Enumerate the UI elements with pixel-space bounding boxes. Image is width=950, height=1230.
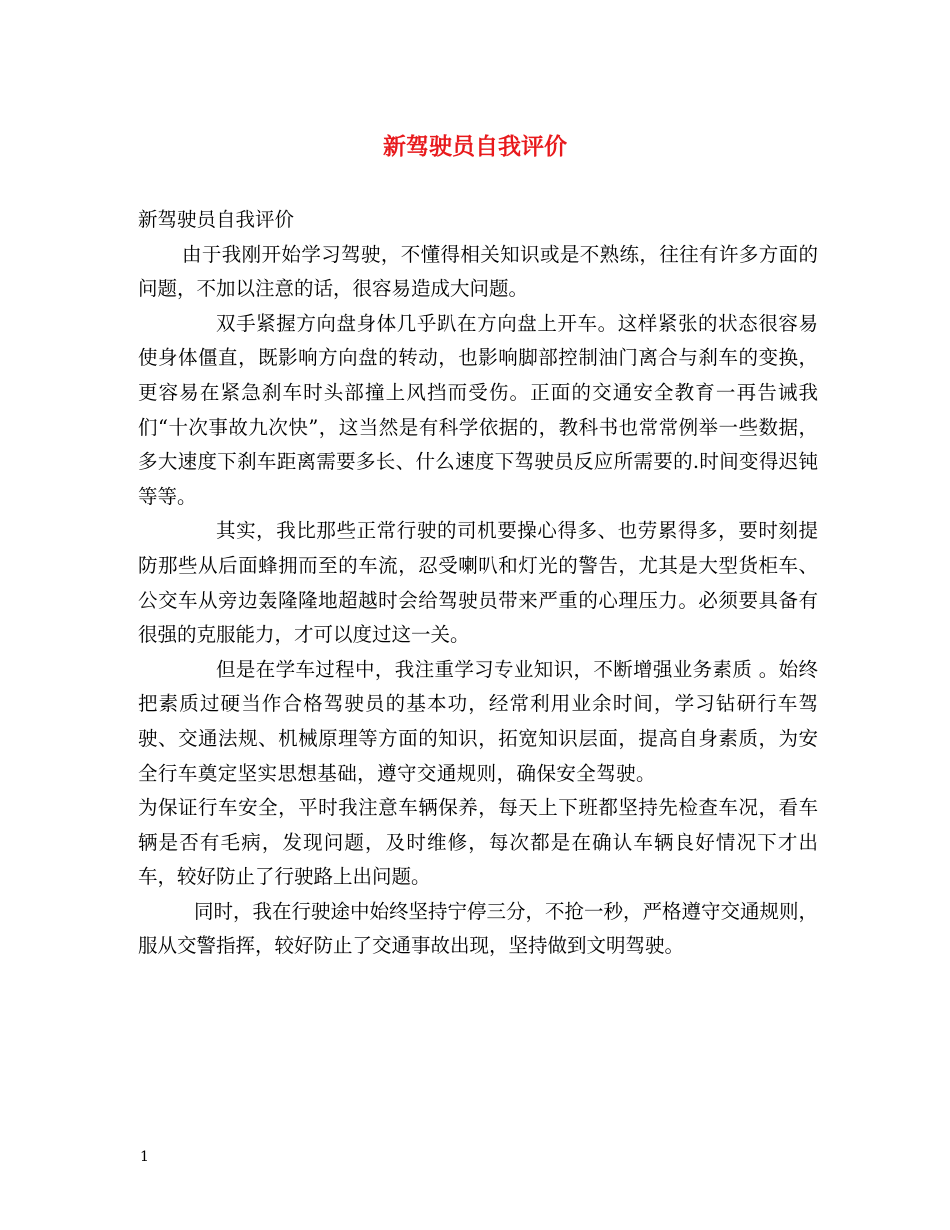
document-title: 新驾驶员自我评价 xyxy=(383,133,567,160)
page-number: 1 xyxy=(140,1149,149,1165)
paragraph-pressure: 其实，我比那些正常行驶的司机要操心得多、也劳累得多，要时刻提防那些从后面蜂拥而至的车流，忍受喇叭和灯光的警告，尤其是大型货柜车、公交车从旁边轰隆隆地超越时会给驾驶员带来严重的心理压力。必须要具备有很强的克服能力，才可以度过这一关。 xyxy=(138,519,818,647)
paragraph-intro: 由于我刚开始学习驾驶，不懂得相关知识或是不熟练，往往有许多方面的问题，不加以注意的话，很容易造成大问题。 xyxy=(138,242,818,301)
paragraph-learning xyxy=(138,653,818,895)
paragraph-civilized-driving: 同时，我在行驶途中始终坚持宁停三分，不抢一秒，严格遵守交通规则，服从交警指挥，较好防止了交通事故出现，坚持做到文明驾驶。 xyxy=(138,899,819,958)
paragraph-steering: 双手紧握方向盘身体几乎趴在方向盘上开车。这样紧张的状态很容易使身体僵直，既影响方向盘的转动，也影响脚部控制油门离合与刹车的变换，更容易在紧急刹车时头部撞上风挡而受伤。正面的交通安全教育一再告诫我们“十次事故九次快”，这当然是有科学依据的，教科书也常常例举一些数据，多大速度下刹车距离需要多长、什么速度下驾驶员反应所需要的.时间变得迟钝等等。 xyxy=(138,311,818,508)
paragraph-learning-text: 但是在学车过程中，我注重学习专业知识，不断增强业务素质 。始终把素质过硬当作合格驾驶员的基本功，经常利用业余时间，学习钻研行车驾驶、交通法规、机械原理等方面的知识，拓宽知识层面，提高自身素质，为安全行车奠定坚实思想基础，遵守交通规则，确保安全驾驶。 xyxy=(138,657,818,785)
document-subtitle: 新驾驶员自我评价 xyxy=(138,208,295,231)
document-body xyxy=(138,203,818,964)
paragraph-maintenance-text: 为保证行车安全，平时我注意车辆保养，每天上下班都坚持先检查车况，看车辆是否有毛病，发现问题，及时维修，每次都是在确认车辆良好情况下才出车，较好防止了行驶路上出问题。 xyxy=(138,796,818,889)
